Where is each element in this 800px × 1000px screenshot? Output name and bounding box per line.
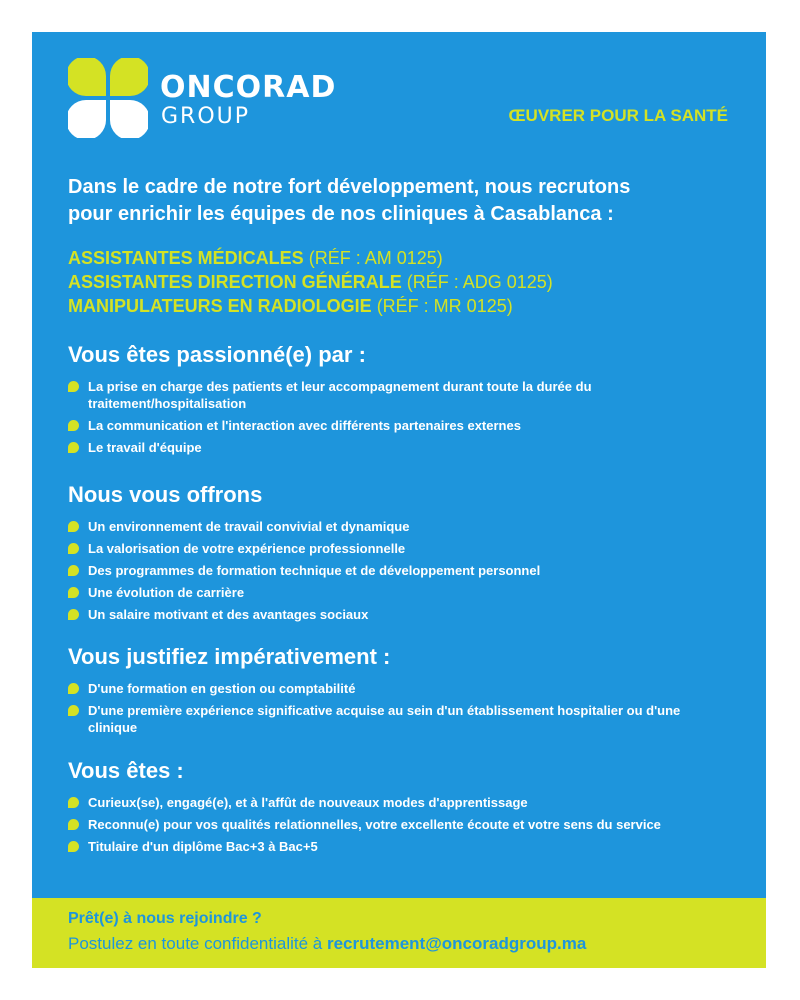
section-heading: Vous êtes passionné(e) par : xyxy=(68,342,366,367)
bullet-list xyxy=(68,794,728,855)
bullet-icon xyxy=(68,705,79,716)
apply-text: Postulez en toute confidentialité à xyxy=(68,934,327,953)
bullet-icon xyxy=(68,543,79,554)
list-item xyxy=(68,439,728,456)
bullet-icon xyxy=(68,442,79,453)
footer-apply xyxy=(68,934,586,954)
bullet-icon xyxy=(68,683,79,694)
tagline: ŒUVRER POUR LA SANTÉ xyxy=(508,106,728,125)
positions-list xyxy=(68,246,748,318)
list-item-text: La valorisation de votre expérience professionnelle xyxy=(88,541,406,556)
list-item xyxy=(68,562,728,579)
list-item-text: D'une formation en gestion ou comptabilité xyxy=(88,681,356,696)
list-item-text: Le travail d'équipe xyxy=(88,440,202,455)
bullet-icon xyxy=(68,565,79,576)
position-title: ASSISTANTES DIRECTION GÉNÉRALE xyxy=(68,272,402,292)
bullet-icon xyxy=(68,420,79,431)
position-item xyxy=(68,270,748,294)
bullet-icon xyxy=(68,609,79,620)
footer-cta: Prêt(e) à nous rejoindre ? xyxy=(68,910,262,927)
list-item-text: Curieux(se), engagé(e), et à l'affût de nouveaux modes d'apprentissage xyxy=(88,795,528,810)
email-link[interactable]: recrutement@oncoradgroup.ma xyxy=(326,934,587,953)
list-item-text: La prise en charge des patients et leur accompagnement durant toute la durée du traitement/hospitalisation xyxy=(88,379,592,411)
list-item xyxy=(68,606,728,623)
section-profile xyxy=(68,758,728,860)
list-item xyxy=(68,816,728,833)
position-title: ASSISTANTES MÉDICALES xyxy=(68,248,304,268)
intro-line: pour enrichir les équipes de nos cliniques à Casablanca : xyxy=(68,203,614,225)
position-item xyxy=(68,246,748,270)
list-item xyxy=(68,417,728,434)
list-item xyxy=(68,794,728,811)
bullet-icon xyxy=(68,587,79,598)
position-item xyxy=(68,294,748,318)
list-item xyxy=(68,702,728,736)
bullet-icon xyxy=(68,841,79,852)
section-passion xyxy=(68,342,728,461)
list-item xyxy=(68,584,728,601)
oncorad-logo-icon xyxy=(68,58,148,138)
list-item-text: Un salaire motivant et des avantages sociaux xyxy=(88,607,369,622)
list-item-text: Des programmes de formation technique et de développement personnel xyxy=(88,563,541,578)
bullet-icon xyxy=(68,797,79,808)
intro-line: Dans le cadre de notre fort développement, nous recrutons xyxy=(68,176,631,198)
brand-name: ONCORAD xyxy=(160,70,337,105)
section-heading: Vous justifiez impérativement : xyxy=(68,644,391,669)
intro-text xyxy=(68,174,748,228)
list-item xyxy=(68,838,728,855)
section-offer xyxy=(68,482,728,628)
position-ref: (RÉF : MR 0125) xyxy=(376,296,513,316)
list-item xyxy=(68,540,728,557)
position-ref: (RÉF : AM 0125) xyxy=(308,248,443,268)
footer-banner xyxy=(32,898,766,968)
list-item xyxy=(68,680,728,697)
list-item-text: Une évolution de carrière xyxy=(88,585,245,600)
section-heading: Vous êtes : xyxy=(68,758,184,783)
bullet-icon xyxy=(68,819,79,830)
bullet-list xyxy=(68,680,728,736)
position-title: MANIPULATEURS EN RADIOLOGIE xyxy=(68,296,372,316)
list-item-text: Reconnu(e) pour vos qualités relationnelles, votre excellente écoute et votre sens du service xyxy=(88,817,661,832)
list-item-text: La communication et l'interaction avec différents partenaires externes xyxy=(88,418,521,433)
poster xyxy=(32,32,766,968)
list-item-text: Un environnement de travail convivial et dynamique xyxy=(88,519,410,534)
brand-subtitle: GROUP xyxy=(161,104,251,129)
bullet-list xyxy=(68,378,728,456)
bullet-icon xyxy=(68,381,79,392)
bullet-icon xyxy=(68,521,79,532)
list-item-text: D'une première expérience significative acquise au sein d'un établissement hospitalier ou d'une clinique xyxy=(88,703,681,735)
section-requirements xyxy=(68,644,728,741)
list-item xyxy=(68,518,728,535)
list-item xyxy=(68,378,728,412)
list-item-text: Titulaire d'un diplôme Bac+3 à Bac+5 xyxy=(88,839,318,854)
bullet-list xyxy=(68,518,728,623)
position-ref: (RÉF : ADG 0125) xyxy=(406,272,553,292)
section-heading: Nous vous offrons xyxy=(68,482,263,507)
